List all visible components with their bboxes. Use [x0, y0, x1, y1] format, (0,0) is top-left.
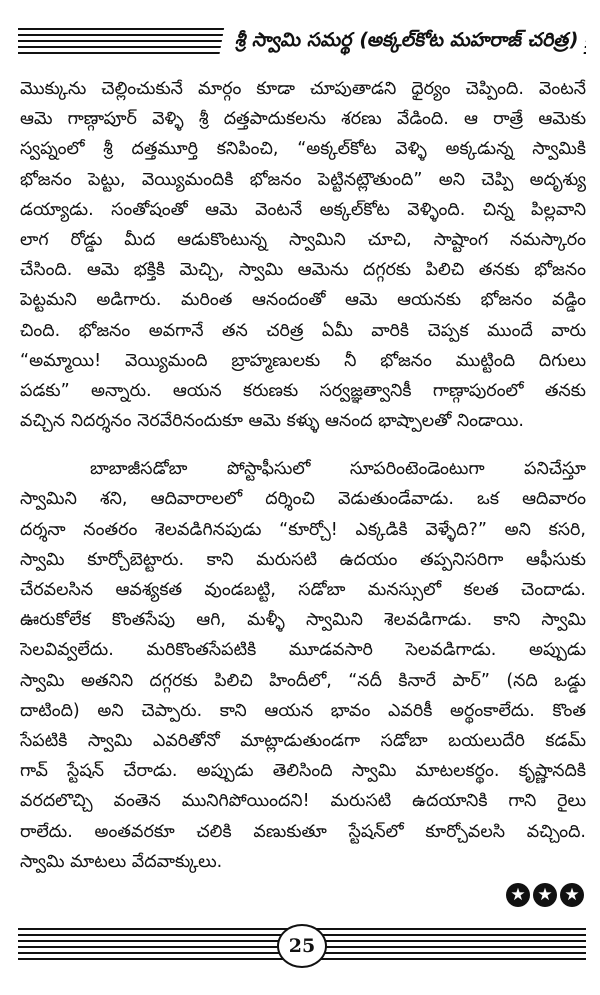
text-line: ఊరుకోలేక కొంతసేపు ఆగి, మళ్ళీ స్వామిని శెలవడిగాడు. కాని స్వామి [20, 610, 586, 631]
page-header [18, 20, 586, 60]
text-line: ఆమె గాణ్గాపూర్ వెళ్ళి శ్రీ దత్తపాదుకలను శరణు వేడింది. ఆ రాత్రే ఆమెకు [20, 109, 586, 130]
text-line: పెట్టమని అడిగారు. మరింత ఆనందంతో ఆమె ఆయనకు భోజనం వడ్డిం [20, 290, 586, 311]
text-line: చేసింది. ఆమె భక్తికి మెచ్చి, స్వామి ఆమెను దగ్గరకు పిలిచి తనకు భోజనం [20, 260, 586, 281]
text-line: వచ్చిన నిదర్శనం నెరవేరినందుకూ ఆమె కళ్ళు ఆనంద భాష్పాలతో నిండాయి. [20, 411, 524, 432]
page-number: 25 [277, 924, 327, 968]
star-in-circle-icon: ★ [533, 883, 557, 907]
text-line: భోజనం పెట్టు, వెయ్యిమందికి భోజనం పెట్టినట్లౌతుంది” అని చెప్పి అదృశ్యు [20, 169, 586, 190]
text-line: స్వామిని శని, ఆదివారాలలో దర్శించి వెడుతుండేవాడు. ఒక ఆదివారం [20, 489, 586, 510]
star-in-circle-icon: ★ [560, 883, 584, 907]
text-line: దర్శనా నంతరం శెలవడిగినపుడు “కూర్చో! ఎక్కడికి వెళ్ళేది?” అని కసరి, [20, 519, 586, 540]
text-line: రాలేదు. అంతవరకూ చలికి వణుకుతూ స్టేషన్‌లో కూర్చోవలసి వచ్చింది. [20, 821, 586, 842]
star-in-circle-icon: ★ [506, 883, 530, 907]
text-line: “అమ్మాయి! వెయ్యిమంది బ్రాహ్మణులకు నీ భోజనం ముట్టింది దిగులు [20, 350, 586, 371]
text-line: దాటింది) అని చెప్పారు. కాని ఆయన భావం ఎవరికీ అర్థంకాలేదు. కొంత [20, 700, 586, 721]
page-footer [18, 922, 586, 974]
text-line: లాగ రోడ్డు మీద ఆడుకొంటున్న స్వామిని చూచి, సాష్టాంగ నమస్కారం [20, 229, 586, 250]
running-header-title: శ్రీ స్వామి సమర్థ (అక్కల్‌కోట మహరాజ్ చరిత్ర) [218, 20, 589, 60]
text-line: స్వామి కూర్చోబెట్టారు. కాని మరుసటి ఉదయం తప్పనిసరిగా ఆఫీసుకు [20, 549, 586, 570]
text-line: సేపటికి స్వామి ఎవరితోనో మాట్లాడుతుండగా సడోబా బయలుదేరి కడమ్ [20, 730, 586, 751]
text-line: స్వప్నంలో శ్రీ దత్తమూర్తి కనిపించి, “అక్కల్‌కోట వెళ్ళి అక్కడున్న స్వామికి [20, 139, 586, 160]
text-line: గావ్ స్టేషన్ చేరాడు. అప్పుడు తెలిసింది స్వామి మాటలకర్థం. కృష్ణానదికి [20, 761, 586, 782]
text-line: బాబాజీసడోబా పోస్టాఫీసులో సూపరింటెండెంటుగా పనిచేస్తూ [90, 459, 586, 480]
text-line: చేరవలసిన ఆవశ్యకత వుండబట్టి, సడోబా మనస్సులో కలత చెందాడు. [20, 580, 586, 600]
text-line: స్వామి అతనిని దగ్గరకు పిలిచి హిందీలో, “నదీ కినారే పార్” (నది ఒడ్డు [20, 670, 586, 691]
text-line: సెలవివ్వలేదు. మరికొంతసేపటికి మూడవసారి సెలవడిగాడు. అప్పుడు [20, 640, 586, 661]
text-line: మొక్కును చెల్లించుకునే మార్గం కూడా చూపుతాడని ధైర్యం చెప్పింది. వెంటనే [20, 79, 586, 99]
text-line: పడకు” అన్నారు. ఆయన కరుణకు సర్వజ్ఞత్వానికీ గాణ్గాపురంలో తనకు [20, 380, 586, 401]
paragraph [20, 74, 586, 436]
text-line: చింది. భోజనం అవగానే తన చరిత్ర ఏమీ వారికి చెప్పక ముందే వారు [20, 320, 586, 341]
text-line: డయ్యాడు. సంతోషంతో ఆమె వెంటనే అక్కల్‌కోట వెళ్ళింది. చిన్న పిల్లవాని [20, 199, 586, 220]
text-line: స్వామి మాటలు వేదవాక్కులు. [20, 851, 223, 872]
paragraph-gap [20, 436, 586, 454]
section-end-ornament [506, 883, 584, 907]
page-body [20, 74, 586, 877]
paragraph [20, 454, 586, 877]
text-line: వరదలొచ్చి వంతెన మునిగిపోయిందని! మరుసటి ఉదయానికి గాని రైలు [20, 791, 586, 812]
